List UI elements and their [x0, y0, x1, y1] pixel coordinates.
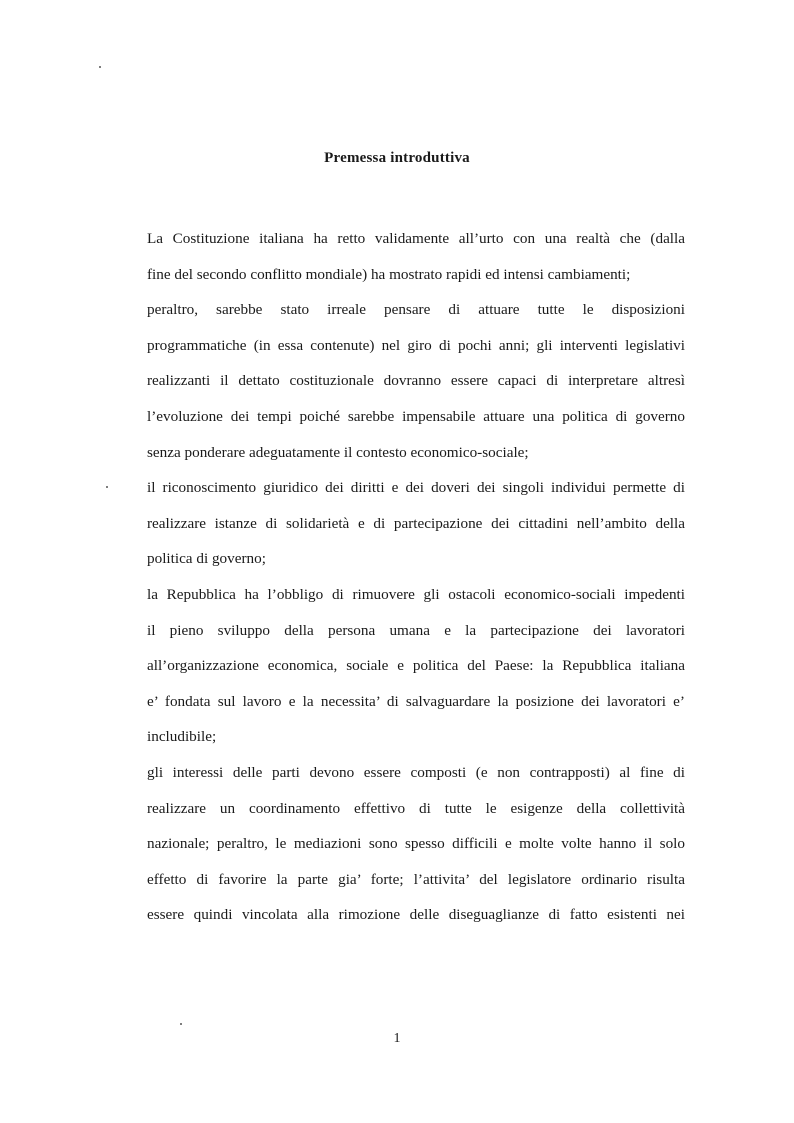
text-line: La Costituzione italiana ha retto validamente all’urto con una realtà che (dalla — [147, 230, 685, 247]
text-line: includibile; — [147, 728, 217, 746]
scan-speck — [99, 66, 101, 68]
scan-speck — [106, 486, 108, 488]
text-line: realizzare un coordinamento effettivo di tutte le esigenze della collettività — [147, 799, 685, 817]
text-line: il riconoscimento giuridico dei diritti e dei doveri dei singoli individui permette di — [147, 479, 685, 497]
text-line: nazionale; peraltro, le mediazioni sono spesso difficili e molte volte hanno il solo — [147, 835, 685, 853]
page-number: 1 — [393, 1031, 401, 1046]
text-line: senza ponderare adeguatamente il contesto economico-sociale; — [147, 443, 529, 461]
text-line: realizzare istanze di solidarietà e di partecipazione dei cittadini nell’ambito della — [147, 514, 685, 532]
text-line: fine del secondo conflitto mondiale) ha mostrato rapidi ed intensi cambiamenti; — [147, 265, 631, 283]
text-line: e’ fondata sul lavoro e la necessita’ di salvaguardare la posizione dei lavoratori e’ — [147, 692, 685, 710]
scan-speck — [180, 1023, 182, 1025]
text-line: l’evoluzione dei tempi poiché sarebbe impensabile attuare una politica di governo — [147, 407, 685, 425]
text-line: essere quindi vincolata alla rimozione delle diseguaglianze di fatto esistenti nei — [147, 906, 685, 924]
text-line: il pieno sviluppo della persona umana e la partecipazione dei lavoratori — [147, 621, 685, 639]
text-line: gli interessi delle parti devono essere composti (e non contrapposti) al fine di — [147, 763, 685, 781]
page-title: Premessa introduttiva — [324, 150, 470, 166]
text-line: realizzanti il dettato costituzionale dovranno essere capaci di interpretare altresì — [147, 372, 685, 390]
text-line: politica di governo; — [147, 550, 266, 568]
text-line: effetto di favorire la parte gia’ forte; l’attivita’ del legislatore ordinario risulta — [147, 870, 685, 888]
text-line: peraltro, sarebbe stato irreale pensare di attuare tutte le disposizioni — [147, 301, 685, 319]
text-line: programmatiche (in essa contenute) nel giro di pochi anni; gli interventi legislativi — [147, 336, 685, 354]
text-line: all’organizzazione economica, sociale e politica del Paese: la Repubblica italiana — [147, 657, 685, 675]
text-line: la Repubblica ha l’obbligo di rimuovere gli ostacoli economico-sociali impedenti — [147, 585, 685, 603]
body-text — [147, 227, 685, 939]
